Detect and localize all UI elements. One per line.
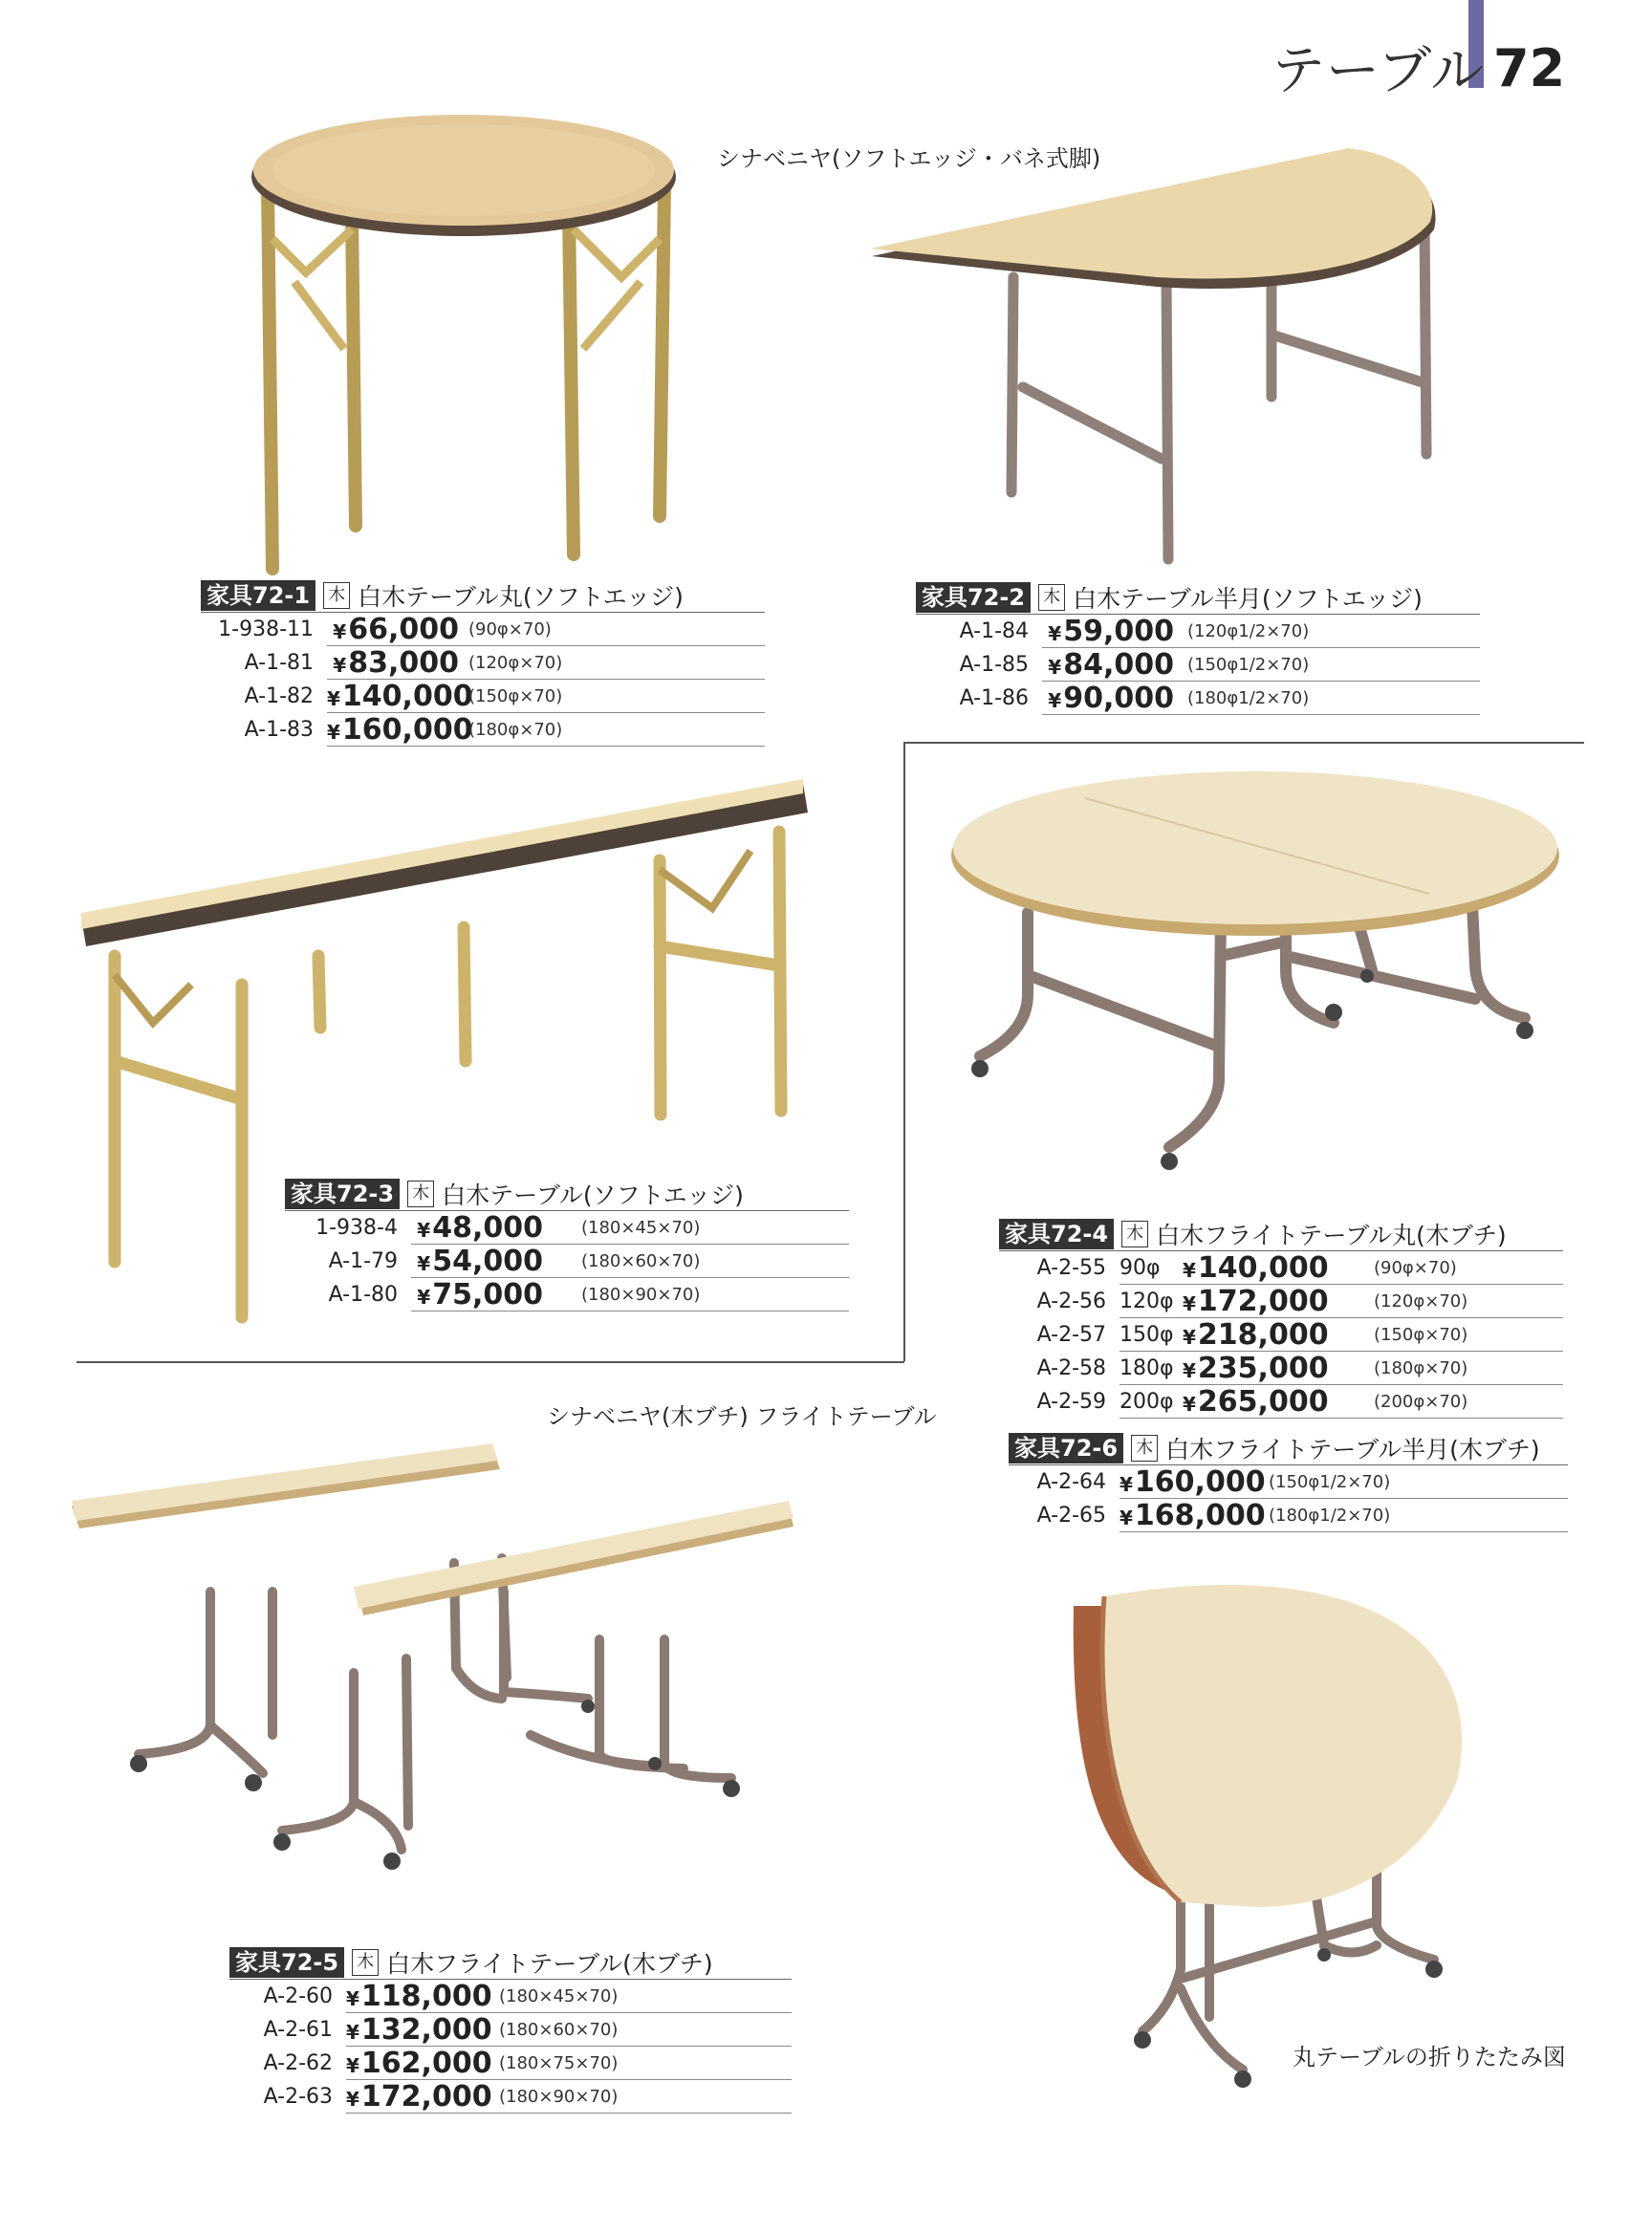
product-tag: 家具72-3 <box>285 1179 400 1209</box>
product-name: 白木フライトテーブル丸(木ブチ) <box>1156 1222 1507 1249</box>
round-table-image <box>229 105 698 583</box>
dimensions: (120φ×70) <box>468 652 563 673</box>
price: ¥160,000 <box>327 712 473 747</box>
dimensions: (180×45×70) <box>581 1217 701 1238</box>
item-code: A-2-57 <box>1036 1323 1106 1347</box>
size: 150φ <box>1119 1322 1174 1347</box>
section-divider <box>76 1361 904 1363</box>
price-row <box>999 1352 1563 1385</box>
product-72-4 <box>999 1218 1563 1419</box>
price-row <box>285 1245 849 1278</box>
item-code: A-2-56 <box>1036 1290 1106 1313</box>
price-row <box>229 2013 792 2047</box>
price-row <box>999 1385 1563 1419</box>
item-code: A-1-83 <box>244 718 314 742</box>
product-name: 白木テーブル半月(ソフトエッジ) <box>1073 585 1423 613</box>
page-title: テーブル <box>1272 40 1485 102</box>
price: ¥235,000 <box>1183 1351 1329 1385</box>
product-name: 白木フライトテーブル(木ブチ) <box>386 1950 713 1978</box>
price-row <box>229 1980 792 2013</box>
price: ¥48,000 <box>417 1210 543 1245</box>
item-code: A-2-59 <box>1036 1390 1106 1414</box>
dimensions: (90φ×70) <box>468 618 552 640</box>
caption-folding-note: 丸テーブルの折りたたみ図 <box>1293 2044 1566 2070</box>
dimensions: (150φ×70) <box>468 685 563 706</box>
price: ¥168,000 <box>1119 1498 1266 1532</box>
price-row <box>229 2080 792 2114</box>
item-code: A-2-55 <box>1036 1256 1106 1280</box>
price-row <box>285 1211 849 1245</box>
dimensions: (150φ1/2×70) <box>1269 1471 1391 1492</box>
item-code: A-2-64 <box>1036 1470 1106 1494</box>
price: ¥54,000 <box>417 1244 543 1278</box>
dimensions: (180φ1/2×70) <box>1187 687 1310 708</box>
dimensions: (180×45×70) <box>499 1985 619 2006</box>
product-tag: 家具72-1 <box>201 580 315 611</box>
price: ¥59,000 <box>1048 614 1174 648</box>
price-row <box>285 1278 849 1312</box>
section-divider <box>903 742 1584 744</box>
product-name: 白木フライトテーブル半月(木ブチ) <box>1165 1436 1540 1463</box>
product-tag: 家具72-5 <box>229 1947 344 1978</box>
dimensions: (90φ×70) <box>1374 1257 1457 1278</box>
item-code: A-2-63 <box>263 2085 333 2109</box>
item-code: A-2-58 <box>1036 1356 1106 1380</box>
dimensions: (180×90×70) <box>499 2086 619 2107</box>
half-moon-table-image <box>870 153 1444 564</box>
round-flight-table-image <box>951 770 1563 1209</box>
price-row <box>916 682 1480 715</box>
page-number: 72 <box>1493 38 1566 98</box>
price: ¥132,000 <box>346 2012 492 2047</box>
price: ¥90,000 <box>1048 681 1174 715</box>
dimensions: (180×60×70) <box>581 1250 701 1271</box>
size: 180φ <box>1119 1355 1174 1380</box>
dimensions: (180φ1/2×70) <box>1269 1505 1391 1526</box>
dimensions: (150φ1/2×70) <box>1187 654 1310 675</box>
price: ¥218,000 <box>1183 1317 1329 1352</box>
dimensions: (180×75×70) <box>499 2052 619 2073</box>
price-row <box>1009 1465 1568 1499</box>
price-row <box>201 713 765 747</box>
product-name: 白木テーブル丸(ソフトエッジ) <box>358 583 684 611</box>
item-code: A-2-61 <box>263 2018 333 2042</box>
price-row <box>201 613 765 646</box>
material-wood-icon: 木 <box>323 582 350 609</box>
material-wood-icon: 木 <box>1131 1435 1158 1462</box>
price-row <box>201 680 765 713</box>
item-code: A-2-60 <box>263 1984 333 2008</box>
price: ¥83,000 <box>333 645 459 680</box>
material-wood-icon: 木 <box>1121 1221 1148 1247</box>
item-code: A-1-86 <box>959 686 1029 710</box>
size: 90φ <box>1119 1255 1161 1280</box>
price: ¥160,000 <box>1119 1464 1266 1499</box>
dimensions: (200φ×70) <box>1374 1391 1468 1412</box>
price-row <box>916 615 1480 648</box>
item-code: A-1-80 <box>328 1283 398 1307</box>
price-row <box>916 648 1480 682</box>
price: ¥172,000 <box>346 2079 492 2114</box>
product-72-1 <box>201 579 765 747</box>
price-row <box>229 2047 792 2080</box>
item-code: 1-938-4 <box>315 1216 398 1240</box>
price: ¥172,000 <box>1183 1284 1329 1318</box>
product-tag: 家具72-6 <box>1009 1433 1123 1463</box>
price: ¥118,000 <box>346 1979 492 2013</box>
item-code: A-1-82 <box>244 684 314 708</box>
dimensions: (180φ×70) <box>468 719 563 740</box>
price: ¥140,000 <box>327 679 473 713</box>
product-tag: 家具72-2 <box>916 582 1031 613</box>
item-code: A-1-81 <box>244 651 314 675</box>
item-code: A-2-65 <box>1036 1504 1106 1528</box>
product-tag: 家具72-4 <box>999 1219 1114 1249</box>
size: 200φ <box>1119 1389 1174 1414</box>
item-code: 1-938-11 <box>218 618 314 641</box>
dimensions: (120φ1/2×70) <box>1187 620 1310 641</box>
product-name: 白木テーブル(ソフトエッジ) <box>442 1182 744 1209</box>
dimensions: (180×60×70) <box>499 2019 619 2040</box>
material-wood-icon: 木 <box>352 1949 379 1976</box>
item-code: A-1-84 <box>959 619 1029 643</box>
product-72-6 <box>1009 1432 1568 1532</box>
price: ¥162,000 <box>346 2046 492 2080</box>
item-code: A-2-62 <box>263 2051 333 2075</box>
item-code: A-1-79 <box>328 1249 398 1273</box>
folded-round-table-image <box>1066 1568 1487 2103</box>
price: ¥66,000 <box>333 612 459 646</box>
product-72-3 <box>285 1178 849 1312</box>
price: ¥265,000 <box>1183 1384 1329 1419</box>
caption-shinabenia-wood: シナベニヤ(木ブチ) フライトテーブル <box>547 1403 937 1430</box>
price-row <box>999 1318 1563 1352</box>
price-row <box>1009 1499 1568 1532</box>
dimensions: (150φ×70) <box>1374 1324 1468 1345</box>
price: ¥75,000 <box>417 1277 543 1312</box>
price-row <box>201 646 765 680</box>
flight-tables-image <box>72 1448 989 1926</box>
product-72-5 <box>229 1946 792 2114</box>
material-wood-icon: 木 <box>407 1181 434 1207</box>
price-row <box>999 1251 1563 1285</box>
product-72-2 <box>916 581 1480 715</box>
dimensions: (120φ×70) <box>1374 1290 1468 1312</box>
dimensions: (180×90×70) <box>581 1284 701 1305</box>
price-row <box>999 1285 1563 1318</box>
dimensions: (180φ×70) <box>1374 1357 1468 1378</box>
price: ¥140,000 <box>1183 1250 1329 1285</box>
section-divider <box>903 742 905 1361</box>
item-code: A-1-85 <box>959 653 1029 677</box>
caption-shinabenia-soft: シナベニヤ(ソフトエッジ・バネ式脚) <box>717 145 1101 172</box>
material-wood-icon: 木 <box>1038 584 1065 611</box>
size: 120φ <box>1119 1289 1174 1313</box>
price: ¥84,000 <box>1048 647 1174 682</box>
